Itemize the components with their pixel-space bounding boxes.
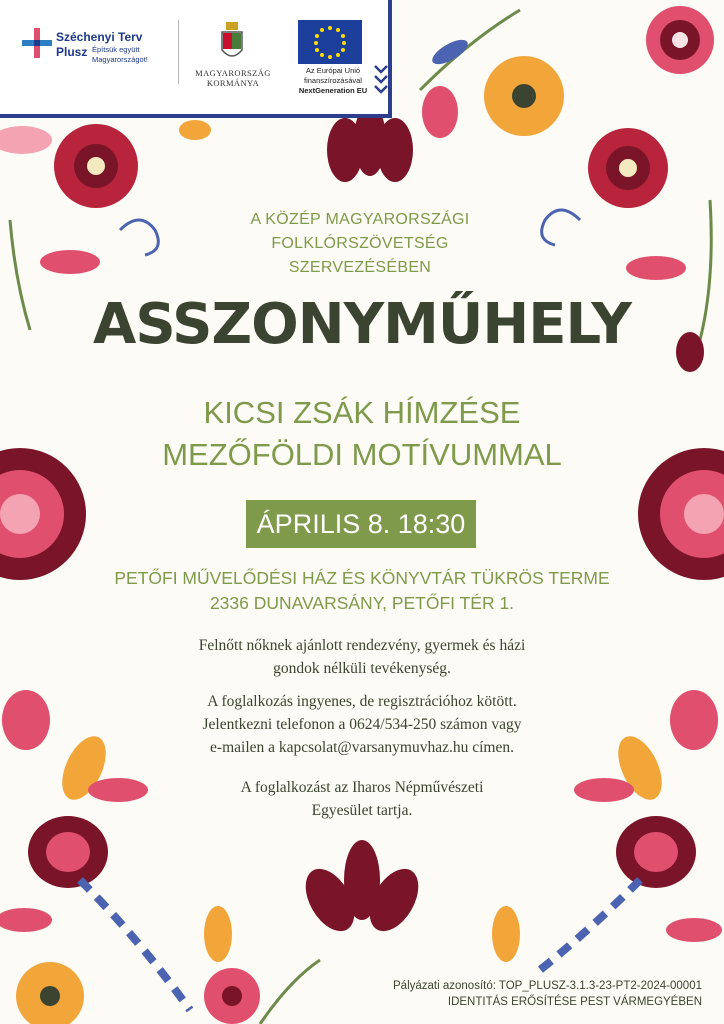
host-paragraph: [130, 776, 594, 822]
sponsor-logo-bar: [0, 0, 392, 118]
burgundy-bud-lower-right: [670, 690, 718, 750]
burgundy-tulip-right: [616, 816, 696, 888]
organizer-text: [210, 208, 510, 280]
government-label: [194, 68, 272, 88]
event-subtitle-line-2: MEZŐFÖLDI MOTÍVUMMAL: [162, 437, 562, 472]
event-subtitle: [100, 392, 624, 476]
blue-leaf-branch-right: [540, 880, 640, 970]
event-date-badge: ÁPRILIS 8. 18:30: [246, 500, 476, 548]
eu-flag-icon: [298, 20, 362, 64]
pink-leaf-right: [626, 256, 686, 280]
event-title: ASSZONYMŰHELY: [93, 292, 631, 357]
flower-top-right: [646, 6, 714, 74]
szechenyi-tagline-2: Magyarországot!: [92, 55, 148, 64]
audience-line-1: Felnőtt nőknek ajánlott rendezvény, gyermek és házi: [198, 637, 526, 654]
venue-line-1: PETŐFI MŰVELŐDÉSI HÁZ ÉS KÖNYVTÁR TÜKRÖS TERME: [114, 568, 610, 588]
pink-leaf-bottom-right: [666, 918, 722, 942]
eu-funding-label-2: finanszírozásával: [304, 76, 362, 85]
organizer-line-1: A KÖZÉP MAGYARORSZÁGI: [250, 211, 470, 228]
pink-bud-top: [422, 86, 458, 138]
host-line-2: Egyesület tartja.: [311, 802, 413, 819]
swirl-left: [120, 220, 158, 255]
eu-funding-label: [288, 66, 378, 96]
government-label-1: MAGYARORSZÁG: [195, 68, 271, 78]
orange-petal-top: [179, 120, 211, 140]
orange-flower-bottom-left: [16, 962, 84, 1024]
blue-leaf-branch-left: [80, 880, 190, 1010]
blue-leaf: [429, 35, 472, 69]
project-footer: [393, 978, 702, 1010]
registration-line-1: A foglalkozás ingyenes, de regisztrációhoz kötött.: [207, 693, 517, 710]
audience-line-2: gondok nélküli tevékenység.: [273, 660, 451, 677]
teardrop-flower-bottom: [296, 840, 429, 939]
eu-funding-label-1: Az Európai Unió: [305, 66, 361, 75]
szechenyi-plusz: Plusz: [56, 45, 88, 59]
burgundy-flower-right: [588, 128, 668, 208]
hungarian-coat-of-arms-icon: [218, 20, 246, 64]
logo-divider: [178, 20, 179, 84]
green-branch-bottom: [260, 960, 320, 1024]
venue-address: 2336 DUNAVARSÁNY, PETŐFI TÉR 1.: [209, 593, 515, 613]
registration-phone-line: Jelentkezni telefonon a 0624/534-250 számon vagy: [202, 716, 522, 733]
orange-leaf-bottom-center-right: [492, 906, 520, 962]
event-venue: [80, 566, 644, 616]
szechenyi-plus-icon: [22, 28, 52, 58]
next-generation-eu-label: NextGeneration EU: [298, 86, 368, 95]
chevron-stripes-icon: [373, 62, 389, 102]
project-name: IDENTITÁS ERŐSÍTÉSE PEST VÁRMEGYÉBEN: [447, 996, 702, 1008]
registration-email-line: e-mailen a kapcsolat@varsanymuvhaz.hu címen.: [210, 739, 514, 756]
pink-leaf-left: [0, 126, 52, 154]
burgundy-flower-left: [54, 124, 138, 208]
orange-leaf-bottom-center-left: [204, 906, 232, 962]
pink-bud-lower-left: [2, 690, 50, 750]
big-flower-right: [638, 448, 724, 580]
audience-paragraph: [130, 634, 594, 680]
event-subtitle-line-1: KICSI ZSÁK HÍMZÉSE: [203, 395, 521, 430]
project-id: Pályázati azonosító: TOP_PLUSZ-3.1.3-23-PT2-2024-00001: [393, 980, 702, 992]
szechenyi-tagline: [92, 45, 148, 65]
host-line-1: A foglalkozást az Iharos Népművészeti: [240, 779, 484, 796]
pink-flower-bottom: [204, 968, 260, 1024]
szechenyi-tagline-1: Építsük együtt: [92, 45, 140, 54]
pink-leaf-bottom-left: [0, 908, 52, 932]
government-label-2: KORMÁNYA: [206, 78, 260, 88]
registration-paragraph: [130, 690, 594, 759]
szechenyi-title: Széchenyi Terv: [56, 30, 143, 44]
pink-leaf-left-2: [40, 250, 100, 274]
big-flower-left: [0, 448, 86, 580]
organizer-line-2: FOLKLÓRSZÖVETSÉG: [271, 235, 449, 252]
burgundy-tulip-left: [28, 816, 108, 888]
swirl-right: [542, 210, 580, 245]
orange-flower-top: [484, 56, 564, 136]
organizer-line-3: SZERVEZÉSÉBEN: [288, 259, 432, 276]
